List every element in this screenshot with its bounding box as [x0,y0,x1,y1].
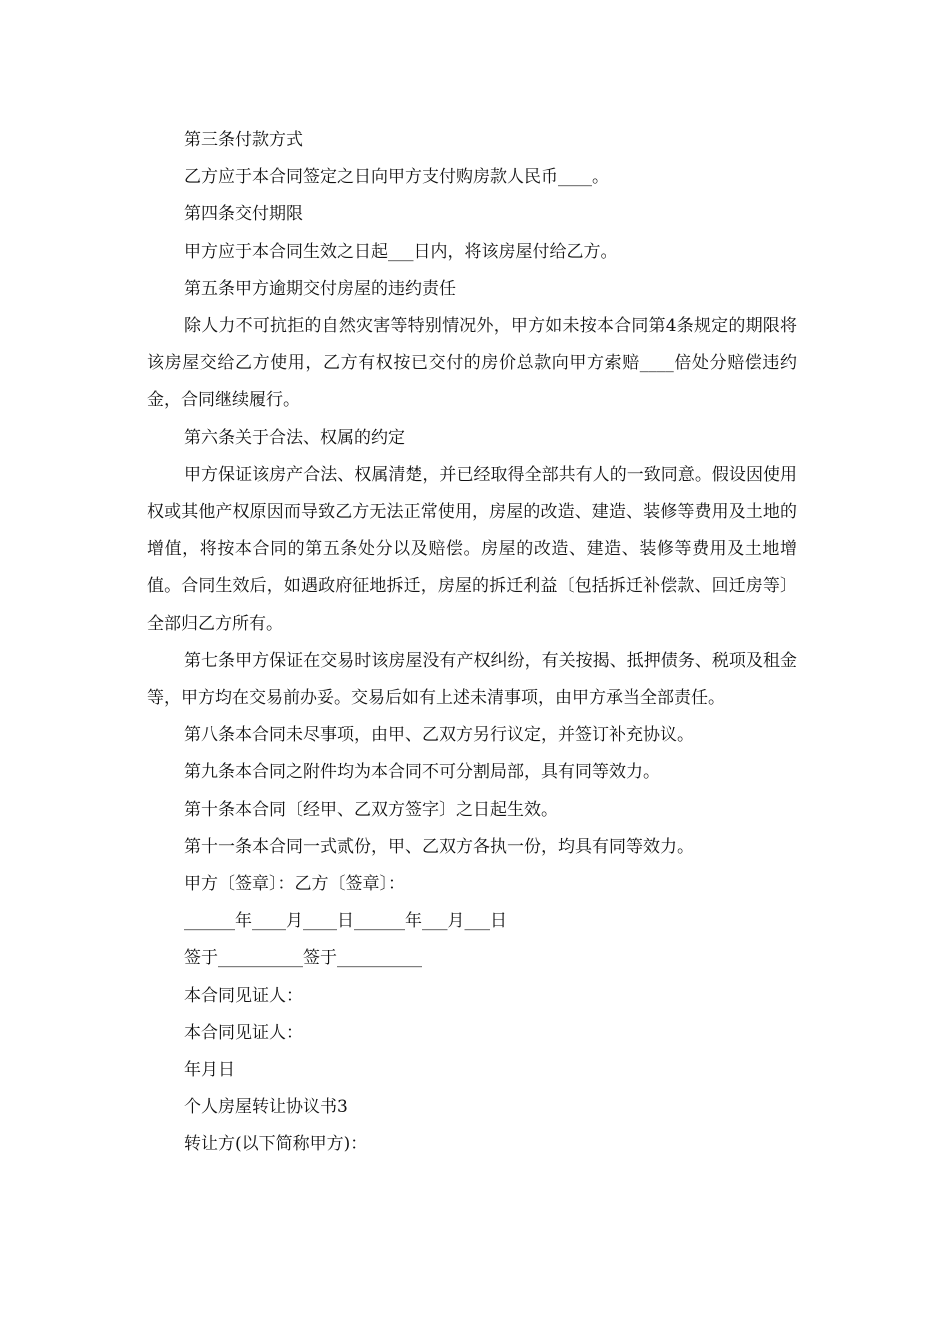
date-line: ______年____月____日______年___月___日 [184,911,507,932]
transferor-line: 转让方(以下简称甲方)： [184,1134,368,1155]
paragraph-delivery-deadline: 甲方应于本合同生效之日起___日内，将该房屋付给乙方。 [184,241,618,262]
document-body [147,122,797,1164]
signature-line: 甲方〔签章〕：乙方〔签章〕： [184,874,405,895]
section-heading-delivery-deadline: 第四条交付期限 [184,204,303,225]
witness-date-line: 年月日 [184,1060,235,1081]
section-heading-late-delivery: 第五条甲方逾期交付房屋的违约责任 [184,278,456,299]
witness-line-2: 本合同见证人： [184,1022,303,1043]
signed-at-line: 签于__________签于__________ [184,948,422,969]
paragraph-article-nine: 第九条本合同之附件均为本合同不可分割局部，具有同等效力。 [184,762,660,783]
paragraph-late-delivery: 除人力不可抗拒的自然灾害等特别情况外，甲方如未按本合同第4条规定的期限将该房屋交给乙方使用，乙方有权按已交付的房价总款向甲方索赔____倍处分赔偿违约金，合同继续履行。 [147,316,797,411]
paragraph-article-eleven: 第十一条本合同一式贰份，甲、乙双方各执一份，均具有同等效力。 [184,836,694,857]
paragraph-article-seven: 第七条甲方保证在交易时该房屋没有产权纠纷，有关按揭、抵押债务、税项及租金等，甲方均在交易前办妥。交易后如有上述未清事项，由甲方承当全部责任。 [147,650,797,709]
section-heading-payment: 第三条付款方式 [184,130,303,150]
paragraph-legality: 甲方保证该房产合法、权属清楚，并已经取得全部共有人的一致同意。假设因使用权或其他产权原因而导致乙方无法正常使用，房屋的改造、建造、装修等费用及土地的增值，将按本合同的第五条处分以及赔偿。房屋的改造、建造、装修等费用及土地增值。合同生效后，如遇政府征地拆迁，房屋的拆迁利益〔包括拆迁补偿款、回迁房等〕全部归乙方所有。 [147,464,797,634]
agreement-title: 个人房屋转让协议书3 [184,1097,348,1118]
paragraph-article-ten: 第十条本合同〔经甲、乙双方签字〕之日起生效。 [184,799,558,820]
witness-line-1: 本合同见证人： [184,985,303,1006]
paragraph-payment: 乙方应于本合同签定之日向甲方支付购房款人民币____。 [184,167,609,188]
paragraph-article-eight: 第八条本合同未尽事项，由甲、乙双方另行议定，并签订补充协议。 [184,725,694,746]
section-heading-legality: 第六条关于合法、权属的约定 [184,427,405,448]
